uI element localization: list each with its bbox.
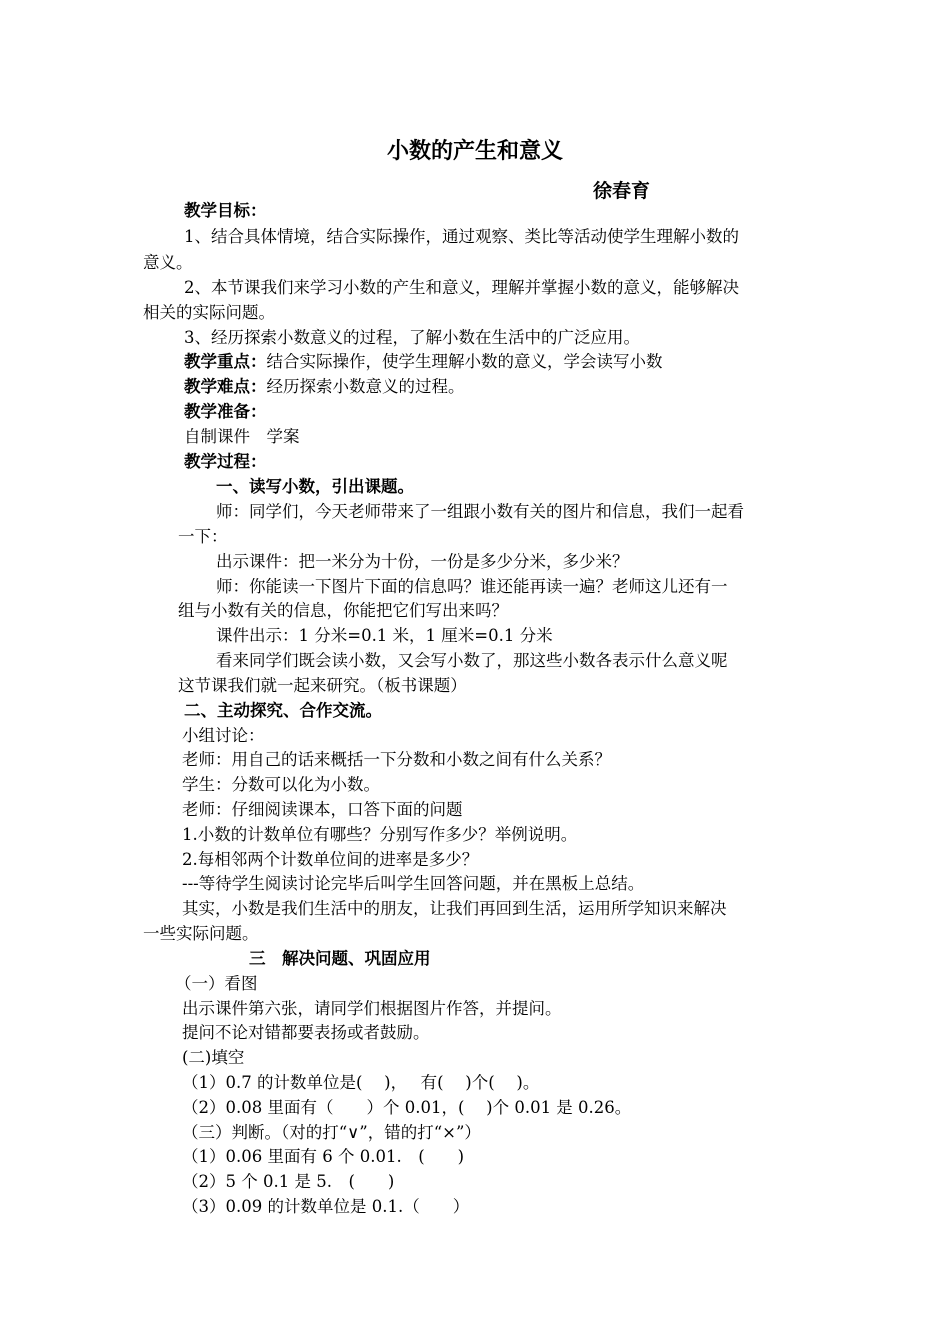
objective-1-line-1: 1、结合具体情境，结合实际操作，通过观察、类比等活动使学生理解小数的 <box>184 227 739 246</box>
objective-1-line-2: 意义。 <box>143 253 193 272</box>
section-1-paragraph-4: 课件出示：1 分米=0.1 米，1 厘米=0.1 分米 <box>216 626 553 645</box>
section-3-line-10: （3）0.09 的计数单位是 0.1.（ ） <box>182 1197 470 1216</box>
author-name: 徐春育 <box>593 180 651 202</box>
key-point-label: 教学重点： <box>184 352 267 371</box>
section-2-line-7: ---等待学生阅读讨论完毕后叫学生回答问题，并在黑板上总结。 <box>182 874 645 893</box>
section-2-line-8-b: 一些实际问题。 <box>143 924 259 943</box>
section-3-line-2: 出示课件第六张，请同学们根据图片作答，并提问。 <box>182 999 562 1018</box>
objective-2-line-2: 相关的实际问题。 <box>143 303 275 322</box>
preparation-text: 自制课件 学案 <box>184 427 300 446</box>
section-2-line-3: 学生：分数可以化为小数。 <box>182 775 380 794</box>
section-1-paragraph-5-line-2: 这节课我们就一起来研究。（板书课题） <box>178 676 467 695</box>
section-1-paragraph-5-line-1: 看来同学们既会读小数，又会写小数了，那这些小数各表示什么意义呢 <box>216 651 728 670</box>
section-3-line-3: 提问不论对错都要表扬或者鼓励。 <box>182 1023 430 1042</box>
section-3-line-4: (二)填空 <box>182 1048 245 1067</box>
section-2-line-5: 1.小数的计数单位有哪些？分别写作多少？举例说明。 <box>182 825 578 844</box>
objective-2-line-1: 2、本节课我们来学习小数的产生和意义，理解并掌握小数的意义，能够解决 <box>184 278 739 297</box>
section-1-paragraph-3-line-1: 师：你能读一下图片下面的信息吗？谁还能再读一遍？老师这儿还有一 <box>216 577 728 596</box>
difficulty-label: 教学难点： <box>184 377 267 396</box>
section-2-line-2: 老师：用自己的话来概括一下分数和小数之间有什么关系？ <box>182 750 611 769</box>
objective-3: 3、经历探索小数意义的过程，了解小数在生活中的广泛应用。 <box>184 328 640 347</box>
objectives-heading: 教学目标： <box>184 201 267 220</box>
section-1-paragraph-2: 出示课件：把一米分为十份，一份是多少分米，多少米？ <box>216 552 629 571</box>
section-1-heading: 一、读写小数，引出课题。 <box>216 477 414 496</box>
section-2-heading: 二、主动探究、合作交流。 <box>184 701 382 720</box>
difficulty-text: 经历探索小数意义的过程。 <box>266 377 465 396</box>
preparation-heading: 教学准备： <box>184 402 267 421</box>
process-heading: 教学过程： <box>184 452 267 471</box>
section-3-line-6: （2）0.08 里面有（ ）个 0.01，( )个 0.01 是 0.26。 <box>182 1098 632 1117</box>
section-3-line-5: （1）0.7 的计数单位是( )， 有( )个( )。 <box>182 1073 540 1092</box>
section-1-paragraph-3-line-2: 组与小数有关的信息，你能把它们写出来吗？ <box>178 601 508 620</box>
section-2-line-1: 小组讨论： <box>182 726 265 745</box>
section-3-line-8: （1）0.06 里面有 6 个 0.01. ( ) <box>182 1147 465 1166</box>
difficulty <box>184 376 465 398</box>
section-3-line-7: （三）判断。（对的打“∨”，错的打“×”） <box>182 1123 481 1142</box>
section-3-heading: 三 解决问题、巩固应用 <box>249 949 431 968</box>
section-3-line-9: （2）5 个 0.1 是 5. ( ) <box>182 1172 395 1191</box>
key-point <box>184 351 663 373</box>
section-2-line-6: 2.每相邻两个计数单位间的进率是多少？ <box>182 850 479 869</box>
section-2-line-4: 老师：仔细阅读课本，口答下面的问题 <box>182 800 463 819</box>
key-point-text: 结合实际操作，使学生理解小数的意义，学会读写小数 <box>266 352 663 371</box>
section-1-paragraph-1-line-2: 一下： <box>178 527 228 546</box>
page-title: 小数的产生和意义 <box>386 139 563 164</box>
section-1-paragraph-1-line-1: 师：同学们，今天老师带来了一组跟小数有关的图片和信息，我们一起看 <box>216 502 744 521</box>
section-2-line-8-a: 其实，小数是我们生活中的朋友，让我们再回到生活，运用所学知识来解决 <box>182 899 727 918</box>
section-3-line-1: （一）看图 <box>175 974 258 993</box>
